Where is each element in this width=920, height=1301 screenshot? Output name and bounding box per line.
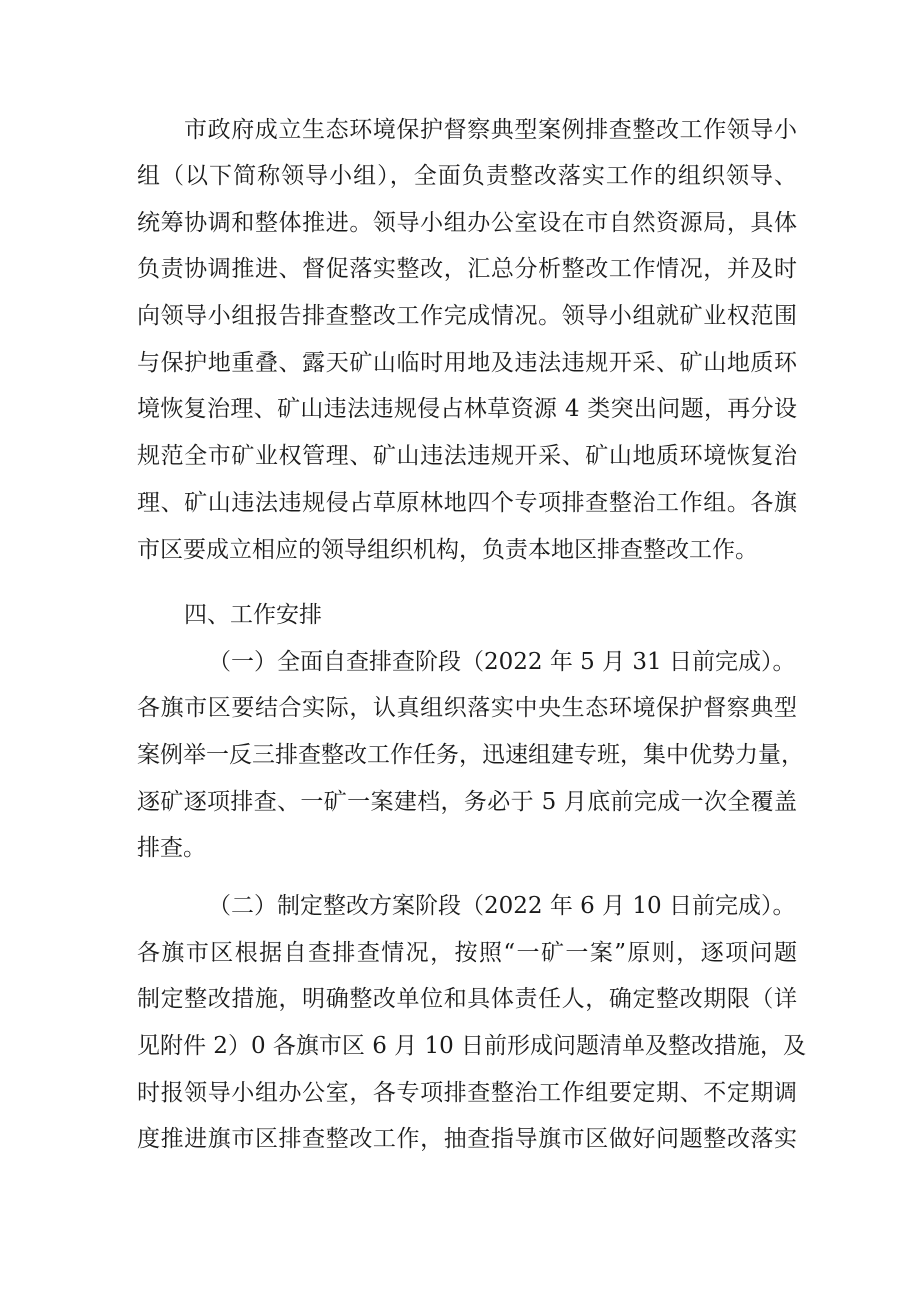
text-line: 境恢复治理、矿山违法违规侵占林草资源 4 类突出问题，再分设 — [137, 396, 797, 422]
text-line: 各旗市区根据自查排查情况，按照“一矿一案”原则，逐项问题 — [137, 940, 797, 966]
text-line: 案例举一反三排查整改工作任务，迅速组建专班，集中优势力量， — [137, 742, 804, 768]
text-line: 市区要成立相应的领导组织机构，负责本地区排查整改工作。 — [137, 537, 758, 563]
text-line: 度推进旗市区排查整改工作，抽查指导旗市区做好问题整改落实 — [137, 1126, 797, 1152]
text-line: 组（以下简称领导小组），全面负责整改落实工作的组织领导、 — [137, 163, 797, 189]
text-line: 统筹协调和整体推进。领导小组办公室设在市自然资源局，具体 — [137, 210, 797, 236]
text-line: 向领导小组报告排查整改工作完成情况。领导小组就矿业权范围 — [137, 303, 797, 329]
text-line: 理、矿山违法违规侵占草原林地四个专项排查整治工作组。各旗 — [137, 490, 797, 516]
text-line: 各旗市区要结合实际，认真组织落实中央生态环境保护督察典型 — [137, 695, 797, 721]
text-line: 市政府成立生态环境保护督察典型案例排查整改工作领导小 — [184, 117, 797, 143]
text-line: 见附件 2）0 各旗市区 6 月 10 日前形成问题清单及整改措施，及 — [137, 1033, 807, 1059]
section-heading: 四、工作安排 — [184, 602, 322, 628]
text-line: 逐矿逐项排查、一矿一案建档，务必于 5 月底前完成一次全覆盖 — [137, 789, 797, 815]
text-line: 负责协调推进、督促落实整改，汇总分析整改工作情况，并及时 — [137, 256, 797, 282]
text-line: 排查。 — [137, 835, 206, 861]
text-line: 制定整改措施，明确整改单位和具体责任人，确定整改期限（详 — [137, 986, 797, 1012]
text-line: 时报领导小组办公室，各专项排查整治工作组要定期、不定期调 — [137, 1080, 797, 1106]
text-line: 与保护地重叠、露天矿山临时用地及违法违规开采、矿山地质环 — [137, 350, 797, 376]
text-line: 规范全市矿业权管理、矿山违法违规开采、矿山地质环境恢复治 — [137, 443, 797, 469]
stage-heading: （二）制定整改方案阶段（2022 年 6 月 10 日前完成）。 — [208, 893, 796, 919]
stage-heading: （一）全面自查排查阶段（2022 年 5 月 31 日前完成）。 — [208, 649, 796, 675]
